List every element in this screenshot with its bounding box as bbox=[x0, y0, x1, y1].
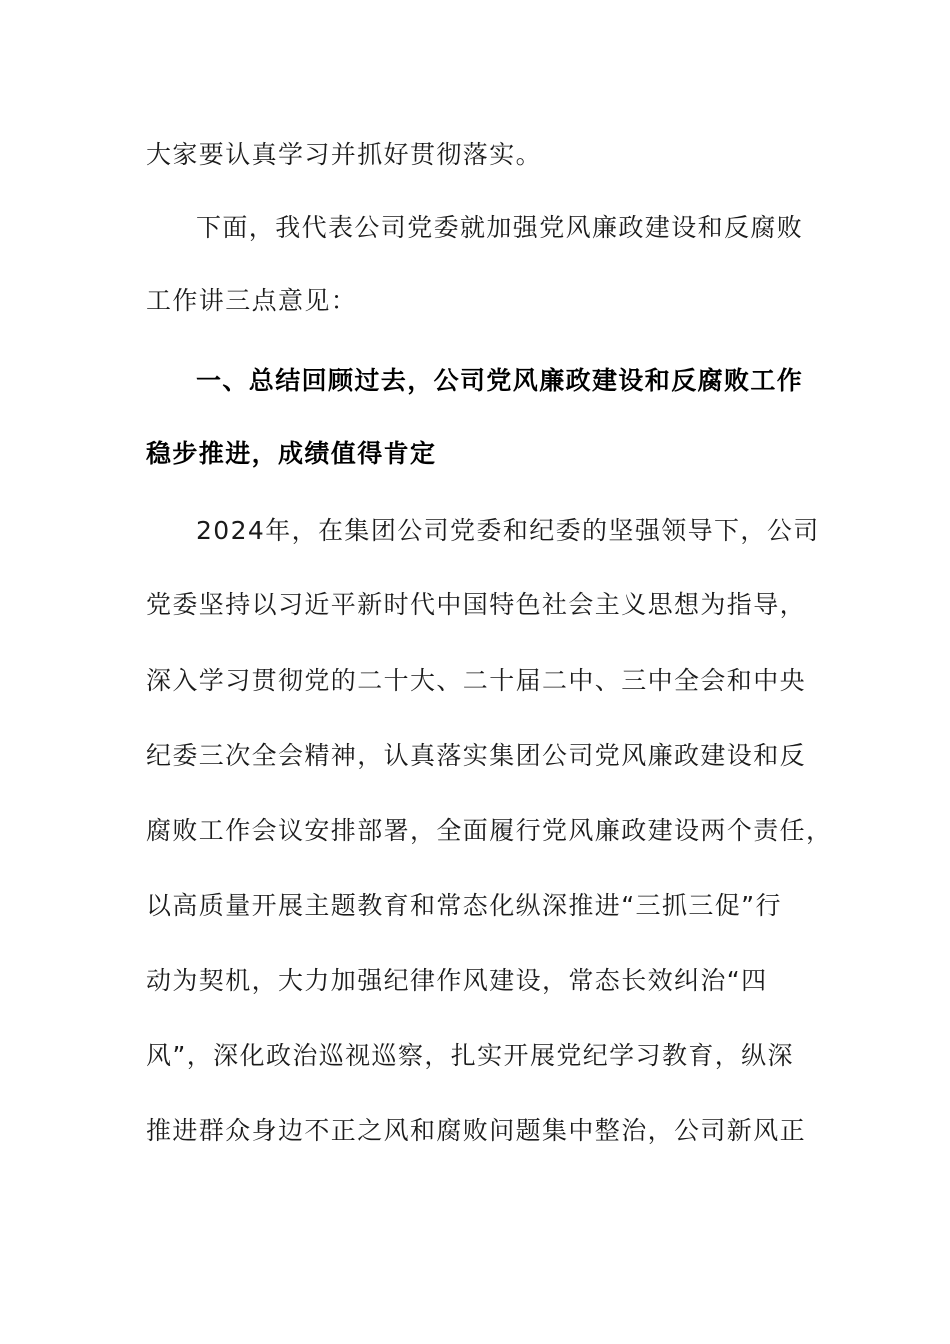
paragraph-line: 2024年，在集团公司党委和纪委的坚强领导下，公司 bbox=[196, 516, 820, 545]
paragraph-line: 下面，我代表公司党委就加强党风廉政建设和反腐败 bbox=[196, 213, 804, 242]
paragraph-line: 工作讲三点意见： bbox=[146, 286, 358, 315]
paragraph-line: 动为契机，大力加强纪律作风建设，常态长效纠治“四 bbox=[146, 966, 768, 995]
paragraph-line: 风”，深化政治巡视巡察，扎实开展党纪学习教育，纵深 bbox=[146, 1041, 794, 1070]
paragraph-line: 纪委三次全会精神，认真落实集团公司党风廉政建设和反 bbox=[146, 741, 807, 770]
section-heading-line: 稳步推进，成绩值得肯定 bbox=[146, 439, 437, 468]
section-heading-line: 一、总结回顾过去，公司党风廉政建设和反腐败工作 bbox=[196, 366, 804, 395]
paragraph-line: 深入学习贯彻党的二十大、二十届二中、三中全会和中央 bbox=[146, 666, 807, 695]
paragraph-line: 推进群众身边不正之风和腐败问题集中整治，公司新风正 bbox=[146, 1116, 807, 1145]
paragraph-line: 腐败工作会议安排部署，全面履行党风廉政建设两个责任， bbox=[146, 816, 833, 845]
paragraph-line: 大家要认真学习并抓好贯彻落实。 bbox=[146, 140, 543, 169]
paragraph-line: 党委坚持以习近平新时代中国特色社会主义思想为指导， bbox=[146, 590, 807, 619]
paragraph-line: 以高质量开展主题教育和常态化纵深推进“三抓三促”行 bbox=[146, 891, 782, 920]
